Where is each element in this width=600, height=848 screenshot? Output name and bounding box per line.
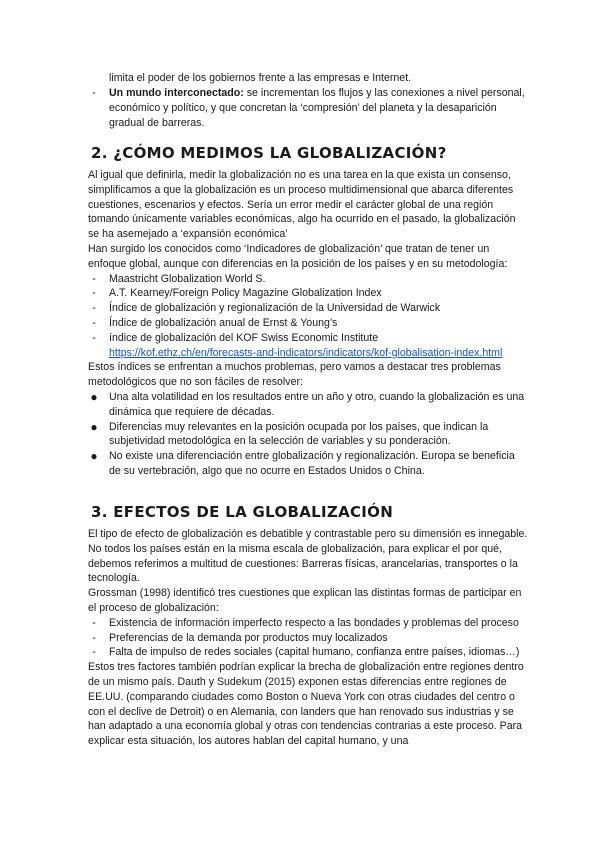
list-item-text: Maastricht Globalization World S.: [109, 272, 266, 285]
list-item-text: Índice de globalización y regionalización de la Universidad de Warwick: [109, 302, 441, 315]
bullet-marker: ●: [90, 419, 98, 434]
section-3-body: [88, 527, 528, 749]
list-item: [88, 272, 528, 287]
list-item-text: Preferencias de la demanda por productos muy localizados: [109, 631, 388, 644]
paragraph: Estos tres factores también podrían explicar la brecha de globalización entre regiones dentro de un mismo país. Dauth y Sudekum (2015) exponen estas diferencias entre regiones de EE.UU. (comparando ciudades como Boston o Nueva York con otras ciudades del centro o con el declive de Detroit) o en Alemania, con landers que han renovado sus industrias y se han adaptado a una economía global y otras con tendencias contrarias a este proceso. Para explicar esta situación, los autores hablan del capital humano, y una: [88, 661, 524, 748]
list-item-text: índice de globalización del KOF Swiss Economic Institute: [109, 331, 379, 344]
list-item: [88, 645, 528, 660]
list-item-text: Diferencias muy relevantes en la posición ocupada por los países, que indican la subjetividad metodológica en la selección de variables y su ponderación.: [109, 420, 489, 448]
list-item: [88, 331, 528, 361]
list-continuation: limita el poder de los gobiernos frente a las empresas e Internet.: [109, 72, 412, 84]
dash-marker: -: [92, 87, 96, 99]
paragraph: El tipo de efecto de globalización es debatible y contrastable pero su dimensión es innegable. No todos los países están en la misma escala de globalización, para explicar el por qué, debemos referimos a multitud de cuestiones: Barreras físicas, arancelarias, transportes o la tecnología.: [88, 528, 528, 585]
list-item: [88, 301, 528, 316]
list-item-text: Una alta volatilidad en los resultados entre un año y otro, cuando la globalización es una dinámica que requiere de décadas.: [109, 390, 525, 418]
list-item-text: se incrementan los flujos y las conexiones a nivel personal, económico y político, y que concretan la ‘compresión’ del planeta y la desaparición gradual de barreras.: [109, 87, 525, 129]
section-heading: 3. EFECTOS DE LA GLOBALIZACIÓN: [91, 503, 394, 521]
list-item-term: Un mundo interconectado:: [109, 87, 244, 99]
list-item: [88, 286, 528, 301]
list-item: [88, 420, 528, 450]
list-item: [88, 86, 528, 130]
list-item-text: A.T. Kearney/Foreign Policy Magazine Globalization Index: [109, 287, 382, 300]
paragraph: Grossman (1998) identificó tres cuestiones que explican las distintas formas de participar en el proceso de globalización:: [88, 587, 522, 614]
list-item: [88, 616, 528, 631]
list-item: [88, 390, 528, 420]
list-item-text: Existencia de información imperfecto respecto a las bondades y problemas del proceso: [109, 616, 519, 629]
list-item-text: No existe una diferenciación entre globalización y regionalización. Europa se beneficia de su vertebración, algo que no ocurre en Estados Unidos o China.: [109, 450, 515, 477]
dash-marker: -: [92, 287, 96, 300]
paragraph: Estos índices se enfrentan a muchos problemas, pero vamos a destacar tres problemas metodológicos que no son fáciles de resolver:: [88, 361, 501, 389]
bullet-marker: ●: [90, 389, 98, 404]
dash-marker: -: [92, 646, 96, 659]
list-item: [88, 449, 528, 479]
paragraph: Al igual que definirla, medir la globalización no es una tarea en la que exista un consenso, simplificamos a que la globalización es un proceso multidimensional que abarca diferentes cuestiones, escenarios y efectos. Sería un error medir el carácter global de una región tomando únicamente variables económicas, algo ha ocurrido en el pasado, la globalización se ha asemejado a ‘expansión económica’: [88, 169, 516, 241]
dash-marker: -: [92, 302, 96, 315]
dash-marker: -: [92, 616, 96, 629]
dash-marker: -: [92, 631, 96, 644]
list-item: [88, 316, 528, 331]
section-2-body: [88, 168, 528, 479]
dash-marker: -: [92, 272, 96, 285]
paragraph: Han surgido los conocidos como ‘Indicadores de globalización’ que tratan de tener un enfoque global, aunque con diferencias en la posición de los países y en su metodología:: [88, 242, 508, 270]
dash-marker: -: [92, 331, 96, 344]
list-item: [88, 631, 528, 646]
dash-marker: -: [92, 316, 96, 329]
bullet-marker: ●: [90, 449, 98, 464]
list-item-text: Falta de impulso de redes sociales (capital humano, confianza entre países, idiomas…): [109, 646, 520, 659]
list-item-text: Índice de globalización anual de Ernst & Young’s: [109, 316, 338, 329]
kof-index-link[interactable]: https://kof.ethz.ch/en/forecasts-and-indicators/indicators/kof-globalisation-index.html: [109, 346, 503, 359]
section-heading: 2. ¿CÓMO MEDIMOS LA GLOBALIZACIÓN?: [91, 144, 447, 162]
